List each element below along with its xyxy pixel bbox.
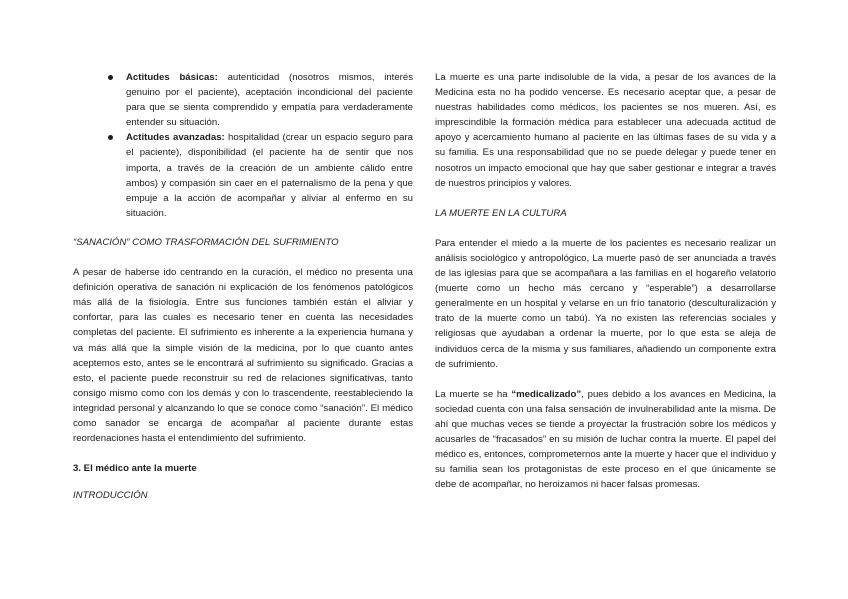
left-column [73,70,413,503]
intro-paragraph: La muerte es una parte indisoluble de la vida, a pesar de los avances de la Medicina esta no ha podido vencerse. Es necesario aceptar que, a pesar de nuestras habilidades como médicos, los pacientes se nos mueren. Así, es imprescindible la formación médica para establecer una adecuada actitud de apoyo y acercamiento humano al paciente en las últimas fases de su vida y a su familia. Es una responsabilidad que no se puede delegar y puede tener en nosotros un impacto emocional que hay que saber gestionar e integrar a través de nuestros principios y valores. [435,72,776,189]
list-item [73,70,413,130]
medicalized-text-before: La muerte se ha [435,388,512,400]
bullet-text: hospitalidad (crear un espacio seguro para el paciente), disponibilidad (el paciente ha de sentir que nos importa, a través de la creación de un ambiente cálido entre ambos) y compasión sin caer en el paternalismo de la pena y que empuje a la acción de acompañar y aliviar al enfermo en su situación. [126,132,413,219]
culture-heading: LA MUERTE EN LA CULTURA [435,207,567,219]
medicalized-paragraph [435,387,776,493]
bullet-icon [108,135,113,140]
bullet-icon [108,75,113,80]
attitudes-list [73,70,413,221]
intro-heading: INTRODUCCIÓN [73,490,148,502]
list-item [73,130,413,221]
bullet-text: autenticidad (nosotros mismos, interés genuino por el paciente), aceptación incondicional del paciente para que se sienta comprendido y empatía para verdaderamente entender su situación. [126,72,413,129]
medicalized-text-after: , pues debido a los avances en Medicina, la sociedad cuenta con una falsa sensación de invulnerabilidad ante la misma. De ahí que muchas veces se tiende a proyectar la frustración sobre los médicos y acusarles de “fracasados” en su misión de luchar contra la muerte. El papel del médico es, entonces, comprometernos ante la muerte y hacer que el individuo y su familia sean los protagonistas de este proceso en el que únicamente se debe de acompañar, no heroizamos ni hacer falsas promesas. [435,388,776,491]
medicalized-term: “medicalizado” [511,388,582,400]
chapter-heading: 3. El médico ante la muerte [73,463,197,475]
bullet-term: Actitudes avanzadas: [126,132,225,144]
sanacion-paragraph: A pesar de haberse ido centrando en la curación, el médico no presenta una definición operativa de sanación ni explicación de los fenómenos patológicos más allá de la fisiología. Entre sus funciones también están el aliviar y confortar, para las cuales es necesario tener en cuenta las necesidades completas del paciente. El sufrimiento es inherente a la experiencia humana y va más allá que la simple visión de la medicina, por lo que cuanto antes aceptemos esto, antes se le encontrará al sufrimiento su significado. Gracias a esto, el paciente puede reconstruir su red de relaciones significativas, tanto consigo mismo como con los demás y con lo trascendente, reestableciendo la integridad personal y alcanzando lo que se conoce como “sanación”. El médico como sanador se encarga de acompañar al paciente durante estas reordenaciones hasta el entendimiento del sufrimiento. [73,267,413,445]
section-heading-sanacion: “SANACIÓN” COMO TRASFORMACIÓN DEL SUFRIMIENTO [73,236,339,248]
bullet-term: Actitudes básicas: [126,72,218,83]
right-column [435,70,776,492]
culture-paragraph: Para entender el miedo a la muerte de los pacientes es necesario realizar un análisis sociológico y antropológico, La muerte pasó de ser anunciada a través de las iglesias para que se acompañara a las familias en el hogareño velatorio (muerte como un hecho más cercano y “esperable”) a desarrollarse generalmente en un hospital y velarse en un frío tanatorio (desculturalización y trato de la muerte como un tabú). Ya no existen las referencias sociales y religiosas que ayudaban a ordenar la muerte, por lo que esta se aleja de individuos cerca de la misma y sus familiares, añadiendo un componente extra de sufrimiento. [435,237,776,370]
